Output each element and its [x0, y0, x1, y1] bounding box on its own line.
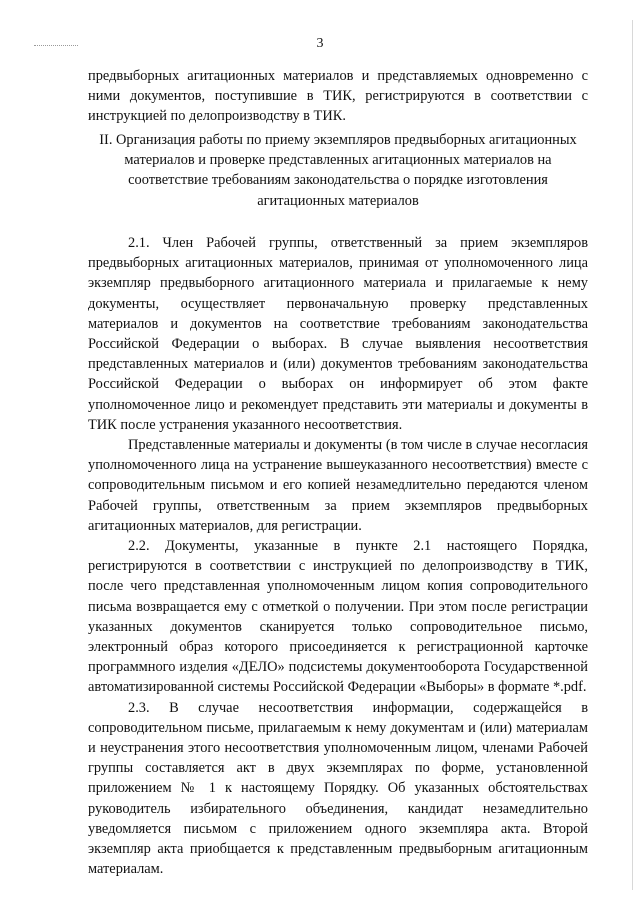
intro-paragraph — [88, 66, 588, 127]
paragraph-2-2: 2.2. Документы, указанные в пункте 2.1 настоящего Порядка, регистрируются в соответствии с инструкцией по делопроизводству в ТИК, после чего представленная уполномоченным лицом копия сопроводительного письма возвращается ему с отметкой о получении. При этом после регистрации указанных документов сканируется только сопроводительное письмо, электронный образ которого присоединяется к регистрационной карточке программного изделия «ДЕЛО» подсистемы документооборота Государственной автоматизированной системы Российской Федерации «Выборы» в формате *.pdf. — [88, 538, 588, 696]
section-heading: II. Организация работы по приему экземпляров предвыборных агитационных материалов и проверке представленных агитационных материалов на соответствие требованиям законодательства о порядке изготовления агитационных материалов — [99, 132, 577, 209]
scan-edge — [632, 20, 633, 890]
paragraph-2-3: 2.3. В случае несоответствия информации, содержащейся в сопроводительном письме, прилагаемым к нему документам и (или) материалам и неустранения этого несоответствия уполномоченным лицом, членами Рабочей группы составляется акт в двух экземплярах по форме, установленной приложением № 1 к настоящему Порядку. Об указанных обстоятельствах руководитель избирательного объединения, кандидат незамедлительно уведомляется письмом с приложением одного экземпляра акта. Второй экземпляр акта приобщается к представленным предвыборным агитационным материалам. — [88, 699, 588, 878]
page-number: 3 — [316, 36, 324, 51]
section-body — [88, 233, 588, 880]
paragraph-2-1: 2.1. Член Рабочей группы, ответственный за прием экземпляров предвыборных агитационных материалов, принимая от уполномоченного лица экземпляр предвыборного агитационного материала и прилагаемые к нему документы, осуществляет первоначальную проверку представленных материалов и документов на соответствие требованиям законодательства Российской Федерации о выборах. В случае выявления несоответствия представленных материалов и (или) документов требованиям законодательства Российской Федерации о выборах он информирует об этом факте уполномоченное лицо и рекомендует представить эти материалы и документы в ТИК после устранения указанного несоответствия. — [88, 235, 588, 433]
paragraph-2-1-cont: Представленные материалы и документы (в том числе в случае несогласия уполномоченного лица на устранение вышеуказанного несоответствия) вместе с сопроводительным письмом и его копией незамедлительно передаются членом Рабочей группы, ответственным за прием экземпляров предвыборных агитационных материалов, для регистрации. — [88, 437, 588, 534]
intro-text: предвыборных агитационных материалов и представляемых одновременно с ними документов, поступившие в ТИК, регистрируются в соответствии с инструкцией по делопроизводству в ТИК. — [88, 68, 588, 125]
